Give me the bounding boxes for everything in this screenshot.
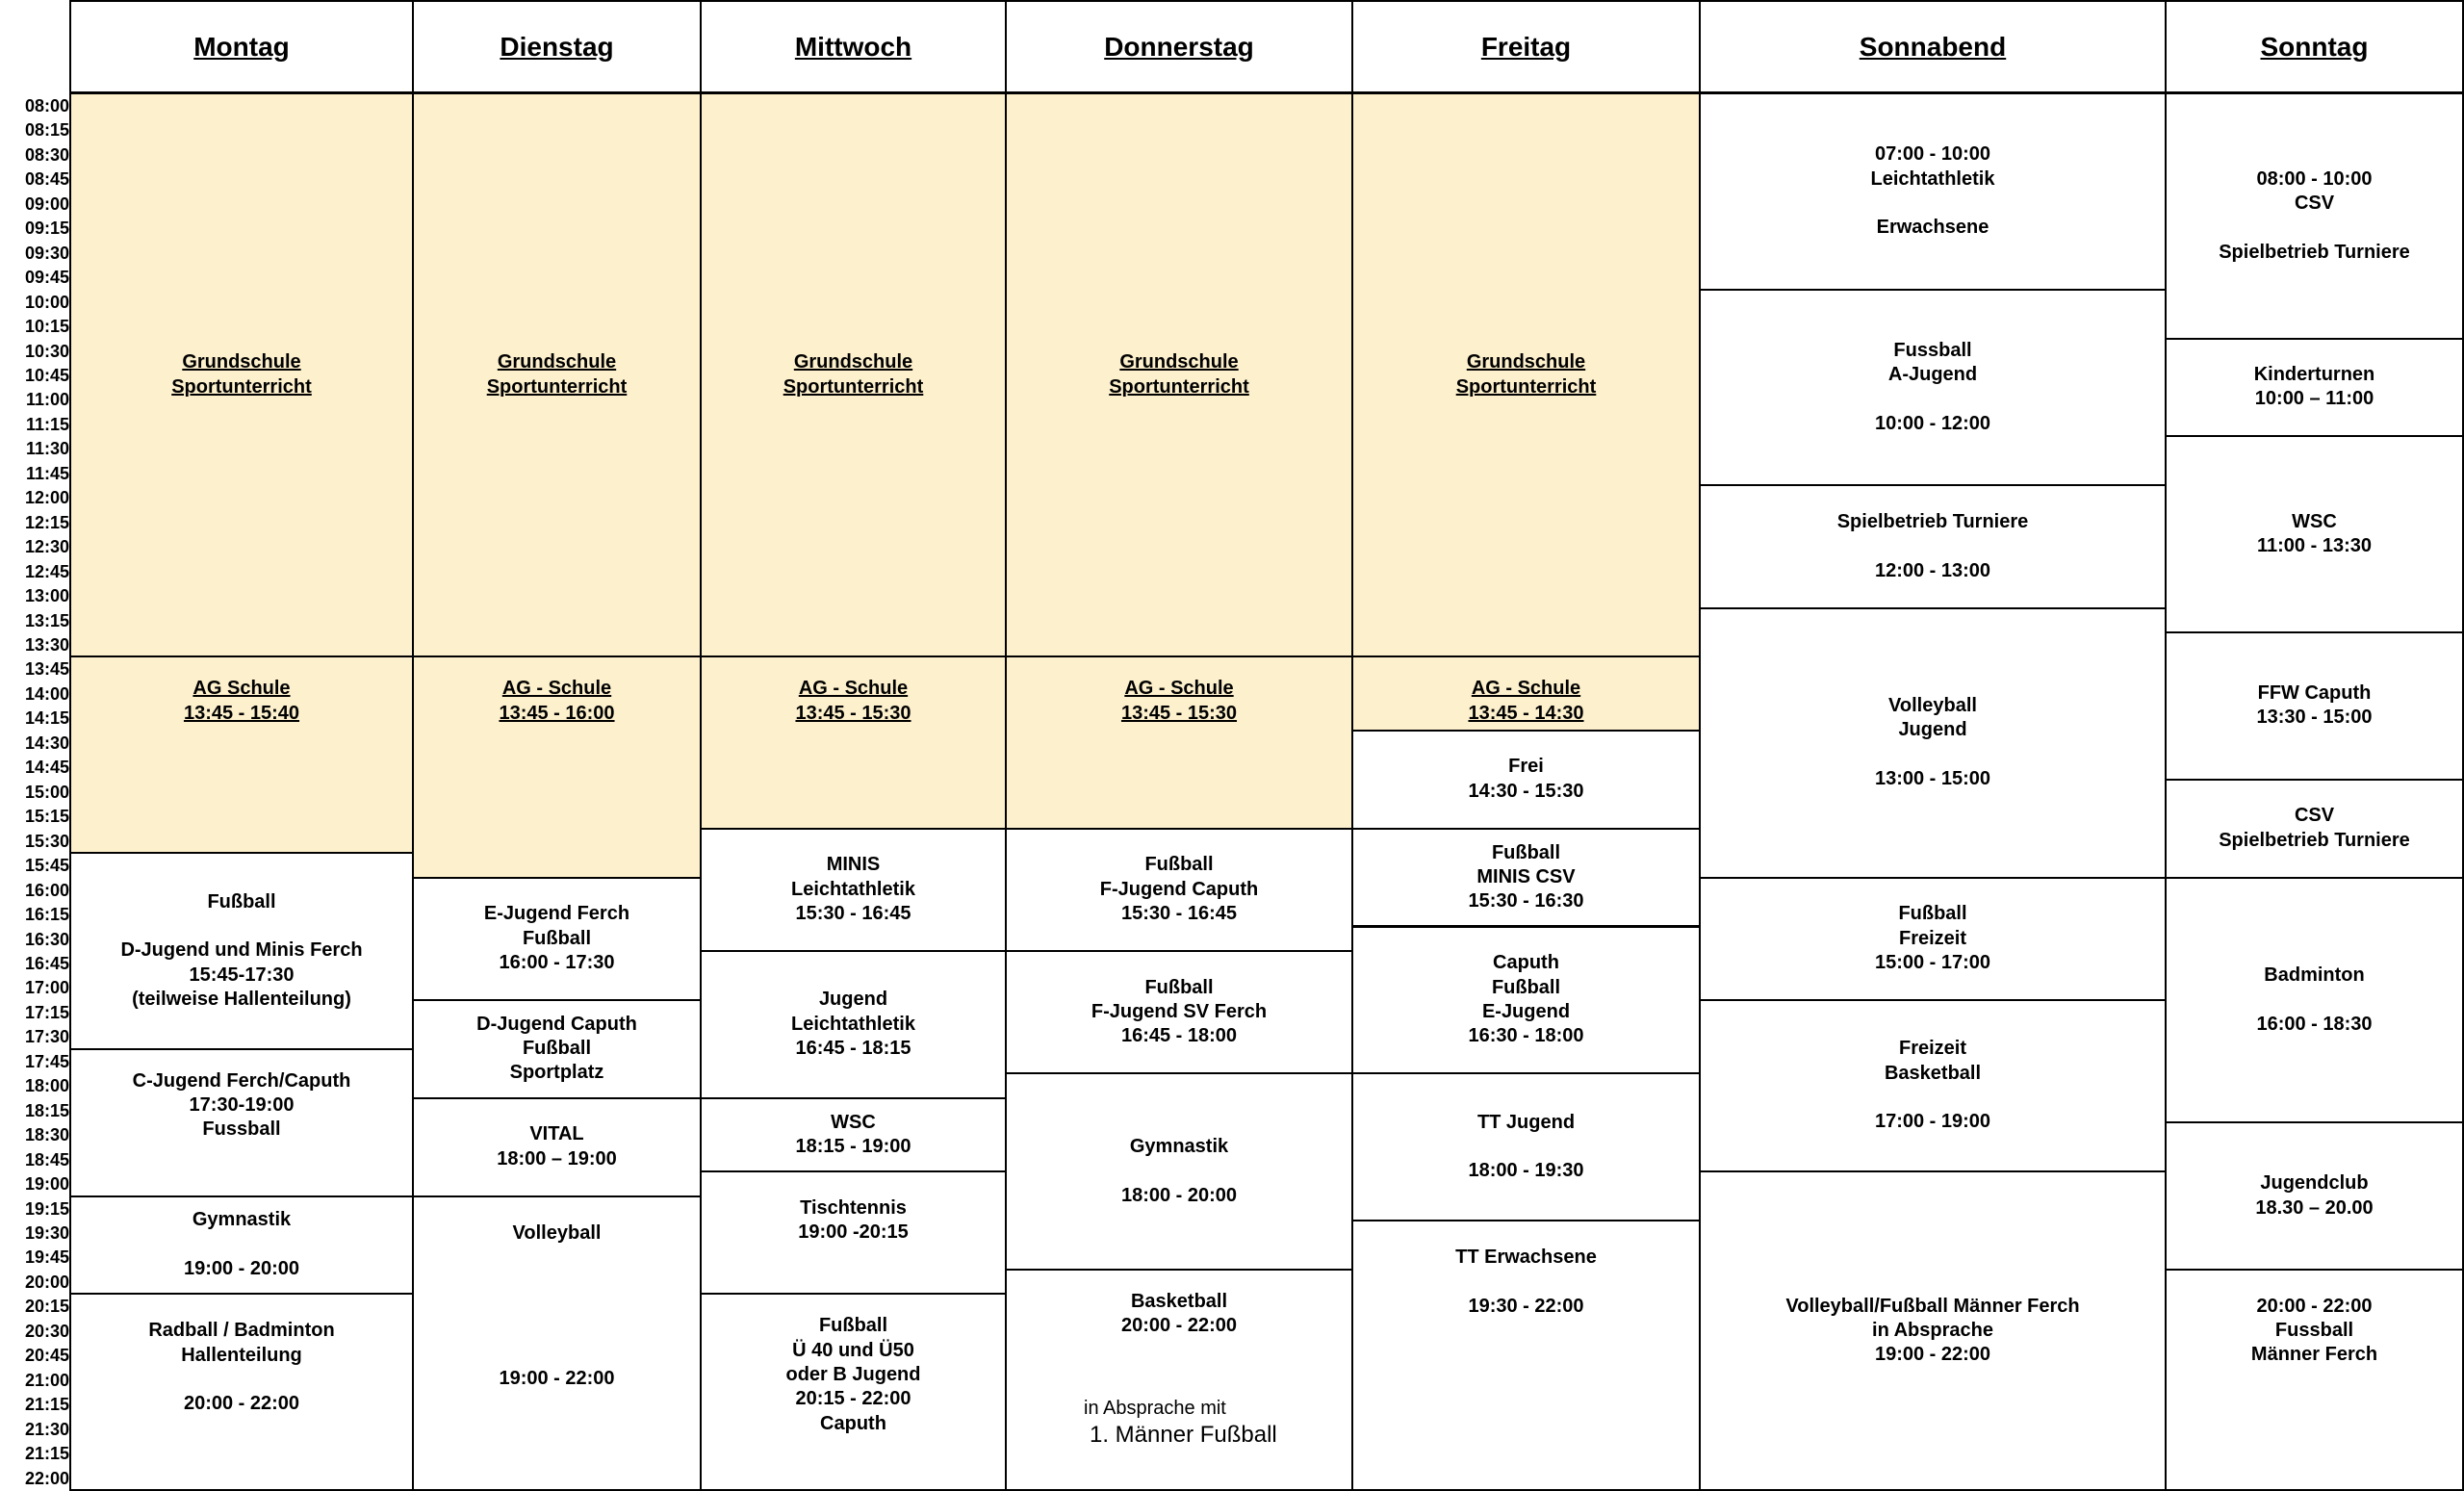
event-line: Fussball	[1893, 339, 1972, 361]
event-line: Sportunterricht	[1455, 375, 1597, 398]
event-line: Fußball	[818, 1315, 888, 1337]
event-line: Spielbetrieb Turniere	[1836, 510, 2029, 532]
event-line: 13:30 - 15:00	[2256, 707, 2373, 729]
time-label: 19:30	[24, 1222, 69, 1243]
event-line: 15:30 - 16:45	[1120, 902, 1238, 924]
time-label: 20:15	[24, 1297, 69, 1317]
event-line: Fussball	[2274, 1320, 2354, 1342]
event-thu-fu-ball	[1005, 828, 1353, 952]
event-line: Fußball	[522, 927, 592, 949]
time-label: 20:45	[24, 1346, 69, 1366]
event-line: Badminton	[2264, 964, 2365, 986]
event-line: 17:30-19:00	[189, 1094, 295, 1117]
event-line: 15:30 - 16:30	[1468, 890, 1584, 913]
event-line: 18.30 – 20.00	[2255, 1196, 2374, 1219]
event-line: Sportunterricht	[1109, 375, 1249, 398]
time-label: 19:45	[24, 1247, 69, 1268]
event-line: 20:00 - 22:00	[2256, 1295, 2373, 1317]
event-line: MINIS CSV	[1476, 865, 1576, 887]
event-thu-gymnastik	[1005, 1072, 1353, 1271]
day-header-thu	[1005, 0, 1353, 93]
event-fri-frei	[1351, 730, 1701, 830]
event-sat-volleyball-fu-ball-m-nner-ferch	[1699, 1170, 2167, 1491]
event-line: 14:30 - 15:30	[1468, 780, 1584, 802]
day-header-sat	[1699, 0, 2167, 93]
time-label: 08:45	[24, 169, 69, 190]
event-fri-caputh	[1351, 926, 1701, 1075]
event-line: Fußball	[522, 1038, 592, 1060]
event-line: Fußball	[1491, 976, 1561, 998]
event-sat-freizeit	[1699, 999, 2167, 1172]
time-label: 14:00	[24, 683, 69, 704]
event-line: TT Erwachsene	[1455, 1246, 1597, 1268]
event-line: AG Schule	[192, 678, 291, 700]
time-label: 11:00	[25, 390, 69, 410]
event-sat-fu-ball	[1699, 877, 2167, 1001]
event-line: 12:00 - 13:00	[1874, 559, 1991, 581]
event-line: Männer Ferch	[2250, 1344, 2378, 1366]
event-line: 11:00 - 13:30	[2257, 535, 2372, 557]
event-tue-volleyball	[412, 1195, 702, 1491]
event-line: CSV	[2294, 192, 2335, 214]
event-sun-20-00-22-00	[2165, 1269, 2464, 1491]
event-line: Grundschule	[1119, 351, 1239, 373]
event-line: in Absprache	[1872, 1319, 1993, 1341]
event-line: 15:00 - 17:00	[1874, 951, 1991, 973]
event-line: 18:00 - 20:00	[1120, 1184, 1238, 1206]
event-wed-wsc	[700, 1097, 1007, 1172]
event-fri-tt-erwachsene	[1351, 1220, 1701, 1491]
event-line: 17:00 - 19:00	[1874, 1111, 1991, 1133]
event-line: 08:00 - 10:00	[2256, 167, 2373, 190]
time-label: 18:45	[24, 1149, 69, 1170]
time-label: 12:15	[24, 512, 69, 532]
event-line: 20:00 - 22:00	[1120, 1315, 1238, 1337]
event-line: Volleyball/Fußball Männer Ferch	[1785, 1295, 2080, 1317]
event-line: Basketball	[1130, 1290, 1228, 1312]
event-mon-c-jugend-ferch-caputh	[69, 1048, 414, 1197]
time-label: 10:30	[24, 341, 69, 361]
time-label: 09:45	[24, 268, 69, 288]
event-line: 19:00 -20:15	[798, 1221, 909, 1244]
event-line: Freizeit	[1898, 927, 1967, 949]
time-label: 21:30	[24, 1419, 69, 1439]
time-label: 13:45	[24, 659, 69, 680]
event-line: 20:00 - 22:00	[183, 1393, 300, 1415]
event-tue-d-jugend-caputh	[412, 999, 702, 1099]
time-label: 17:00	[24, 978, 69, 998]
event-sat-volleyball	[1699, 607, 2167, 879]
time-label: 08:00	[24, 96, 69, 116]
time-label: 13:30	[24, 635, 69, 656]
event-sun-08-00-10-00	[2165, 92, 2464, 340]
event-line: Kinderturnen	[2253, 364, 2375, 386]
event-sun-wsc	[2165, 435, 2464, 633]
time-label: 18:00	[24, 1076, 69, 1096]
event-tue-grundschule	[412, 92, 702, 657]
event-line: Leichtathletik	[1870, 167, 1995, 190]
event-line: WSC	[831, 1111, 876, 1133]
event-line: Freizeit	[1898, 1038, 1967, 1060]
event-line: Grundschule	[793, 351, 913, 373]
time-label: 09:30	[24, 243, 69, 263]
event-line: Spielbetrieb Turniere	[2219, 829, 2410, 851]
event-line: CSV	[2294, 805, 2335, 827]
event-line: Radball / Badminton	[148, 1320, 335, 1342]
time-label: 11:15	[25, 414, 69, 434]
event-line: 16:45 - 18:00	[1120, 1025, 1238, 1047]
day-label: Mittwoch	[794, 31, 912, 62]
event-wed-tischtennis	[700, 1170, 1007, 1295]
event-fri-tt-jugend	[1351, 1072, 1701, 1221]
event-line: Fußball	[1144, 976, 1214, 998]
note-line: 1. Männer Fußball	[1090, 1421, 1277, 1448]
time-label: 20:00	[24, 1272, 69, 1292]
time-label: 15:00	[24, 782, 69, 802]
event-fri-ag-schule	[1351, 656, 1701, 731]
event-thu-ag-schule	[1005, 656, 1353, 829]
event-sun-ffw-caputh	[2165, 631, 2464, 781]
event-line: 10:00 - 12:00	[1874, 412, 1991, 434]
event-sat-fussball	[1699, 289, 2167, 487]
event-line: 07:00 - 10:00	[1874, 143, 1991, 166]
event-wed-minis	[700, 828, 1007, 952]
event-line: 13:00 - 15:00	[1874, 767, 1991, 789]
event-line: Caputh	[1493, 952, 1559, 974]
event-wed-grundschule	[700, 92, 1007, 657]
event-wed-jugend	[700, 950, 1007, 1099]
day-label: Freitag	[1480, 31, 1572, 62]
time-label: 16:00	[24, 880, 69, 900]
time-label: 19:00	[24, 1174, 69, 1195]
event-line: Sportplatz	[509, 1062, 604, 1084]
event-line: 16:30 - 18:00	[1468, 1025, 1584, 1047]
day-header-wed	[700, 0, 1007, 93]
event-line: Jugendclub	[2260, 1172, 2369, 1195]
day-header-sun	[2165, 0, 2464, 93]
time-label: 12:30	[24, 537, 69, 557]
time-label: 15:15	[24, 807, 69, 827]
event-line: 13:45 - 15:40	[183, 702, 300, 724]
event-line: Basketball	[1884, 1062, 1982, 1084]
event-line: Gymnastik	[192, 1209, 292, 1231]
event-line: TT Jugend	[1476, 1111, 1576, 1133]
time-label: 08:15	[24, 120, 69, 141]
event-line: Caputh	[820, 1412, 886, 1434]
event-line: 19:30 - 22:00	[1468, 1295, 1584, 1317]
event-line: Jugend	[1898, 719, 1967, 741]
day-label: Dienstag	[500, 31, 614, 62]
event-mon-grundschule	[69, 92, 414, 657]
event-sun-jugendclub	[2165, 1121, 2464, 1271]
event-sun-kinderturnen	[2165, 338, 2464, 438]
event-mon-fu-ball	[69, 852, 414, 1050]
event-line: 13:45 - 14:30	[1468, 702, 1584, 724]
event-line: 16:45 - 18:15	[795, 1037, 911, 1059]
event-fri-grundschule	[1351, 92, 1701, 657]
event-line: Fußball	[1491, 841, 1561, 863]
time-label: 21:15	[24, 1444, 69, 1464]
event-line: (teilweise Hallenteilung)	[132, 988, 351, 1010]
event-line: Spielbetrieb Turniere	[2219, 241, 2410, 263]
event-line: 16:00 - 17:30	[499, 951, 615, 973]
time-label: 14:45	[24, 758, 69, 778]
event-line: AG - Schule	[1124, 678, 1234, 700]
event-line: MINIS	[826, 854, 881, 876]
event-line: WSC	[2292, 510, 2337, 532]
event-line: 18:00 – 19:00	[497, 1147, 617, 1170]
event-sat-spielbetrieb-turniere	[1699, 484, 2167, 608]
time-label: 10:45	[24, 366, 69, 386]
event-line: AG - Schule	[1471, 678, 1581, 700]
event-line: 19:00 - 22:00	[499, 1368, 615, 1390]
time-label: 09:15	[24, 219, 69, 239]
time-label: 10:00	[24, 292, 69, 312]
time-label: 16:45	[24, 953, 69, 973]
time-label: 16:30	[24, 929, 69, 949]
event-mon-gymnastik	[69, 1195, 414, 1296]
event-line: oder B Jugend	[785, 1363, 921, 1385]
event-line: Tischtennis	[800, 1197, 907, 1220]
event-tue-e-jugend-ferch	[412, 877, 702, 1001]
event-line: Erwachsene	[1876, 217, 1989, 239]
event-line: 10:00 – 11:00	[2254, 388, 2374, 410]
day-label: Donnerstag	[1104, 31, 1254, 62]
event-thu-fu-ball	[1005, 950, 1353, 1074]
event-line: Fußball	[207, 890, 276, 913]
event-line: C-Jugend Ferch/Caputh	[132, 1069, 351, 1092]
event-wed-ag-schule	[700, 656, 1007, 829]
time-label: 17:30	[24, 1027, 69, 1047]
event-line: 20:15 - 22:00	[795, 1388, 911, 1410]
event-sun-badminton	[2165, 877, 2464, 1124]
event-line: 13:45 - 15:30	[795, 702, 911, 724]
day-label: Sonntag	[2260, 31, 2369, 62]
time-label: 17:45	[24, 1051, 69, 1071]
event-line: F-Jugend Caputh	[1099, 878, 1259, 900]
day-header-fri	[1351, 0, 1701, 93]
time-label: 13:15	[24, 610, 69, 630]
event-line: E-Jugend Ferch	[483, 903, 630, 925]
event-line: 19:00 - 20:00	[183, 1258, 300, 1280]
time-label: 20:30	[24, 1321, 69, 1341]
event-line: D-Jugend Caputh	[476, 1013, 637, 1035]
event-line: Gymnastik	[1129, 1136, 1229, 1158]
event-line: AG - Schule	[501, 678, 612, 700]
time-label: 15:45	[24, 856, 69, 876]
event-line: Volleyball	[512, 1221, 602, 1244]
time-label: 22:00	[24, 1468, 69, 1488]
event-line: Ü 40 und Ü50	[792, 1339, 914, 1361]
event-line: E-Jugend	[1481, 1000, 1571, 1022]
time-label: 10:15	[24, 317, 69, 337]
note-line: in Absprache mit	[1084, 1397, 1226, 1419]
event-line: 18:00 - 19:30	[1468, 1160, 1584, 1182]
event-line: 19:00 - 22:00	[1874, 1344, 1991, 1366]
event-mon-radball-badminton	[69, 1293, 414, 1491]
time-label: 12:45	[24, 561, 69, 581]
event-sun-csv	[2165, 779, 2464, 879]
time-label: 08:30	[24, 144, 69, 165]
time-label: 15:30	[24, 831, 69, 851]
time-label: 18:30	[24, 1125, 69, 1145]
event-line: Frei	[1508, 756, 1544, 778]
day-header-tue	[412, 0, 702, 93]
event-wed-fu-ball	[700, 1293, 1007, 1491]
time-label: 14:30	[24, 733, 69, 753]
event-line: F-Jugend SV Ferch	[1091, 1000, 1268, 1022]
event-line: FFW Caputh	[2257, 682, 2372, 705]
event-line: A-Jugend	[1887, 364, 1978, 386]
event-line: Hallenteilung	[181, 1344, 302, 1366]
time-label: 12:00	[24, 488, 69, 508]
event-line: Fußball	[1144, 854, 1214, 876]
time-label: 11:30	[25, 439, 69, 459]
event-line: Grundschule	[1466, 351, 1586, 373]
time-label: 18:15	[24, 1100, 69, 1120]
event-line: Sportunterricht	[171, 375, 312, 398]
time-label: 17:15	[24, 1002, 69, 1022]
event-line: 15:45-17:30	[189, 964, 295, 986]
event-line: 13:45 - 15:30	[1120, 702, 1238, 724]
time-label: 16:15	[24, 905, 69, 925]
time-label: 14:15	[24, 708, 69, 729]
event-line: 18:15 - 19:00	[795, 1135, 911, 1157]
event-line: Leichtathletik	[791, 878, 915, 900]
event-mon-ag-schule	[69, 656, 414, 854]
event-fri-fu-ball	[1351, 828, 1701, 928]
event-line: 13:45 - 16:00	[499, 702, 615, 724]
day-header-mon	[69, 0, 414, 93]
event-line: AG - Schule	[798, 678, 909, 700]
event-line: Sportunterricht	[486, 375, 628, 398]
event-line: Fussball	[202, 1118, 281, 1141]
time-label: 11:45	[25, 463, 69, 483]
event-tue-ag-schule	[412, 656, 702, 878]
event-line: Grundschule	[497, 351, 617, 373]
event-line: Leichtathletik	[791, 1013, 915, 1035]
event-line: Grundschule	[182, 351, 301, 373]
event-line: 15:30 - 16:45	[795, 902, 911, 924]
time-label: 19:15	[24, 1198, 69, 1219]
event-line: Fußball	[1898, 903, 1967, 925]
day-label: Montag	[193, 31, 290, 62]
event-note	[1084, 1395, 1277, 1449]
day-label: Sonnabend	[1859, 31, 2007, 62]
event-line: VITAL	[529, 1123, 584, 1145]
event-line: Jugend	[818, 989, 888, 1011]
event-sat-07-00-10-00	[1699, 92, 2167, 291]
time-label: 13:00	[24, 586, 69, 606]
event-line: Sportunterricht	[783, 375, 924, 398]
event-thu-basketball	[1005, 1269, 1353, 1491]
event-line: D-Jugend und Minis Ferch	[120, 939, 363, 962]
event-line: Volleyball	[1888, 694, 1977, 716]
time-label: 09:00	[24, 193, 69, 214]
event-tue-vital	[412, 1097, 702, 1197]
time-label: 21:00	[24, 1370, 69, 1390]
event-line: 16:00 - 18:30	[2256, 1013, 2373, 1035]
time-label: 21:15	[24, 1395, 69, 1415]
event-thu-grundschule	[1005, 92, 1353, 657]
